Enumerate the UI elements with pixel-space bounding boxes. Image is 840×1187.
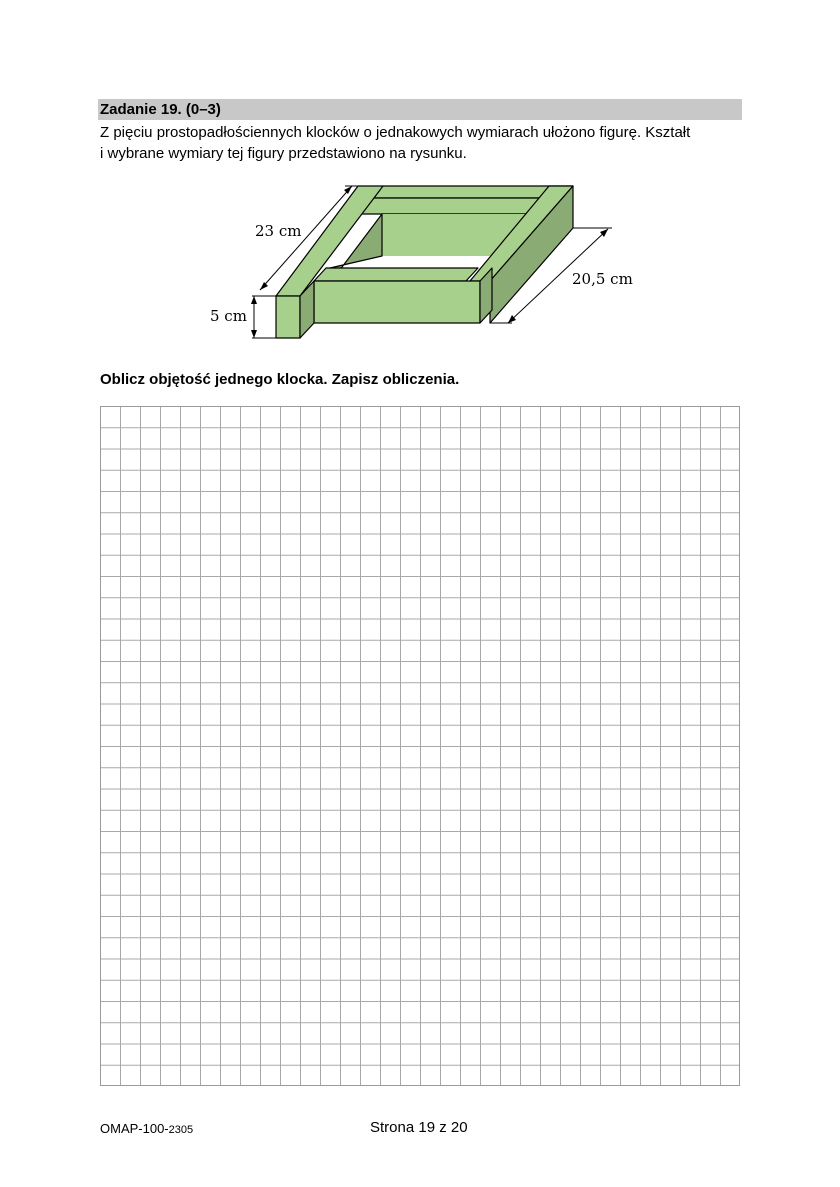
front-block-front	[314, 281, 480, 323]
height-arrow-bottom	[251, 330, 257, 338]
exam-code-suffix: 2305	[168, 1124, 194, 1136]
length-label: 23 cm	[255, 222, 302, 240]
inner-opening-floor	[372, 256, 500, 268]
answer-grid[interactable]	[100, 406, 740, 1086]
task-instruction: Oblicz objętość jednego klocka. Zapisz obliczenia.	[100, 371, 460, 388]
front-block-top	[314, 268, 478, 281]
left-block-front	[276, 296, 300, 338]
length-arrow-bottom	[260, 282, 268, 290]
length-arrow-top	[344, 186, 352, 194]
width-label: 20,5 cm	[572, 270, 633, 288]
blocks-figure	[200, 180, 640, 345]
height-label: 5 cm	[210, 307, 247, 325]
height-arrow-top	[251, 296, 257, 304]
task-title: Zadanie 19. (0–3)	[98, 99, 742, 120]
exam-code	[100, 1120, 193, 1139]
task-text-line-2: i wybrane wymiary tej figury przedstawiono na rysunku.	[100, 145, 467, 162]
task-description	[100, 122, 740, 164]
exam-code-main: OMAP-100-	[100, 1121, 169, 1136]
page-number: Strona 19 z 20	[370, 1119, 468, 1136]
task-text-line-1: Z pięciu prostopadłościennych klocków o jednakowych wymiarach ułożono figurę. Kształt	[100, 124, 691, 141]
